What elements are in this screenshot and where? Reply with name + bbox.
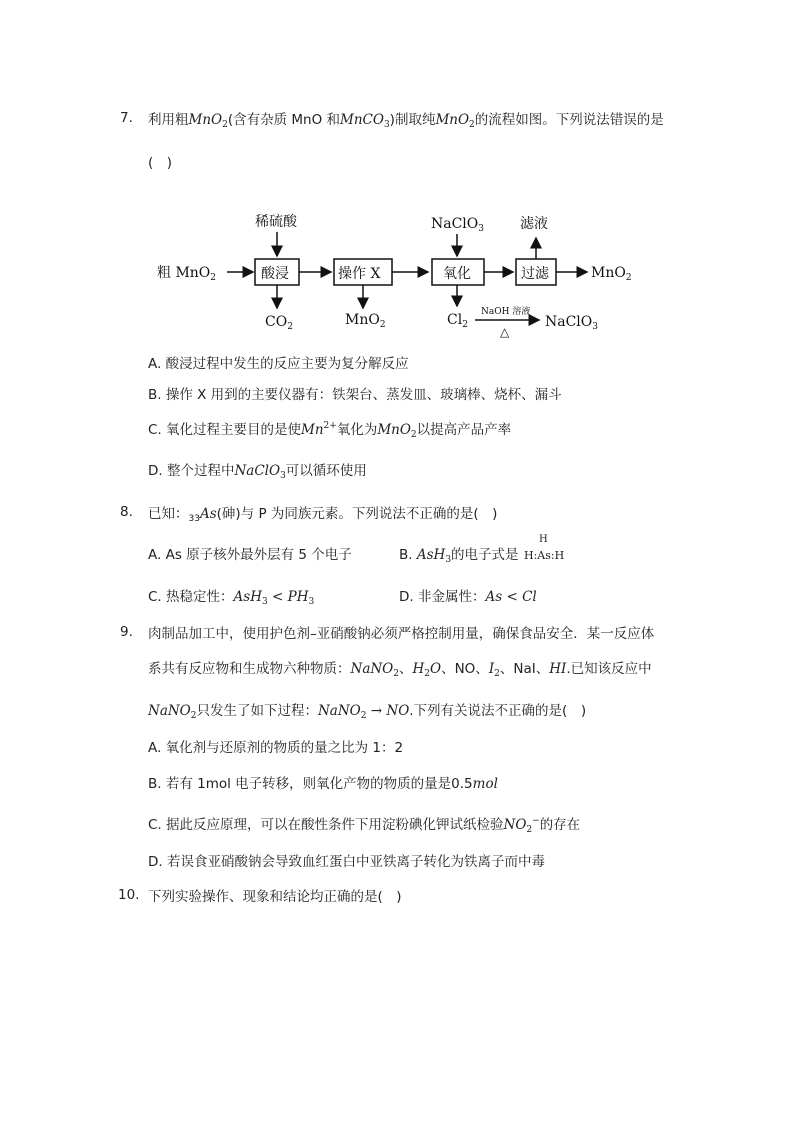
q7-option-d: D. 整个过程中NaClO$_3$可以循环使用 [148, 463, 367, 481]
flow-mno2-product-label: MnO$_2$ [591, 265, 632, 283]
flow-co2-label: $CO_2$ [265, 314, 293, 332]
q8-option-c: C. 热稳定性：$AsH_3 < PH_3$ [148, 589, 315, 607]
flow-box4-label: 过滤 [521, 266, 549, 282]
flow-naclo3-out-label: NaClO$_3$ [545, 314, 598, 332]
flow-delta-label: △ [500, 325, 510, 338]
flow-naoh-label: NaOH 溶液 [481, 307, 531, 317]
flow-filtrate-label: 滤液 [520, 216, 548, 232]
flow-box3-label: 氧化 [443, 266, 471, 282]
q9-line-3: NaNO$_2$只发生了如下过程：NaNO$_2$ → NO.下列有关说法不正确的是( ) [148, 703, 587, 721]
q8-option-a: A. As 原子核外最外层有 5 个电子 [148, 547, 352, 563]
q8-lewis-top-h: H [539, 534, 548, 545]
q9-option-b: B. 若有 1mol 电子转移，则氧化产物的物质的量是0.5mol [148, 776, 498, 792]
q9-option-a: A. 氧化剂与还原剂的物质的量之比为 1：2 [148, 740, 404, 756]
q9-option-d: D. 若误食亚硝酸钠会导致血红蛋白中亚铁离子转化为铁离子而中毒 [148, 854, 545, 870]
flow-box2-label: 操作 X [338, 266, 381, 282]
q8-option-d: D. 非金属性：As < Cl [399, 589, 537, 605]
flow-acid-label: 稀硫酸 [255, 214, 297, 230]
flow-cl2-label: $Cl_2$ [447, 312, 468, 330]
q8-number: 8. [120, 504, 133, 520]
q9-line-1: 肉制品加工中，使用护色剂–亚硝酸钠必须严格控制用量，确保食品安全．某一反应体 [148, 626, 655, 642]
q7-number: 7. [120, 110, 133, 126]
q7-stem: 利用粗MnO$_2$(含有杂质 MnO 和MnCO$_3$)制取纯MnO$_2$的流程如图。下列说法错误的是 [148, 112, 664, 130]
q7-option-c: C. 氧化过程主要目的是使$Mn^{2+}$氧化为MnO$_2$以提高产品产率 [148, 421, 512, 440]
q8-option-b: B. AsH$_3$的电子式是 [399, 547, 519, 565]
q9-line-2: 系共有反应物和生成物六种物质：NaNO$_2$、$H_2O$、NO、$I_2$、NaI、HI.已知该反应中 [148, 661, 652, 679]
q7-flow-diagram [155, 206, 645, 338]
flow-input-label: 粗 MnO$_2$ [157, 265, 217, 283]
q7-option-b: B. 操作 X 用到的主要仪器有：铁架台、蒸发皿、玻璃棒、烧杯、漏斗 [148, 387, 562, 403]
q7-option-a: A. 酸浸过程中发生的反应主要为复分解反应 [148, 356, 409, 372]
q10-stem: 下列实验操作、现象和结论均正确的是( ) [148, 889, 402, 905]
q8-stem: 已知：$_{33}$As(砷)与 P 为同族元素。下列说法不正确的是( ) [148, 506, 498, 524]
flow-mno2-bottom-label: MnO$_2$ [345, 312, 386, 330]
flow-box1-label: 酸浸 [261, 266, 289, 282]
q9-number: 9. [120, 624, 133, 640]
q9-option-c: C. 据此反应原理，可以在酸性条件下用淀粉碘化钾试纸检验$NO_2^-$的存在 [148, 816, 581, 835]
flow-naclo3-top-label: NaClO$_3$ [431, 216, 484, 234]
q10-number: 10. [118, 887, 140, 903]
q7-answer-paren: ( ) [148, 155, 173, 171]
q8-lewis-structure: H:As:H [524, 549, 565, 562]
